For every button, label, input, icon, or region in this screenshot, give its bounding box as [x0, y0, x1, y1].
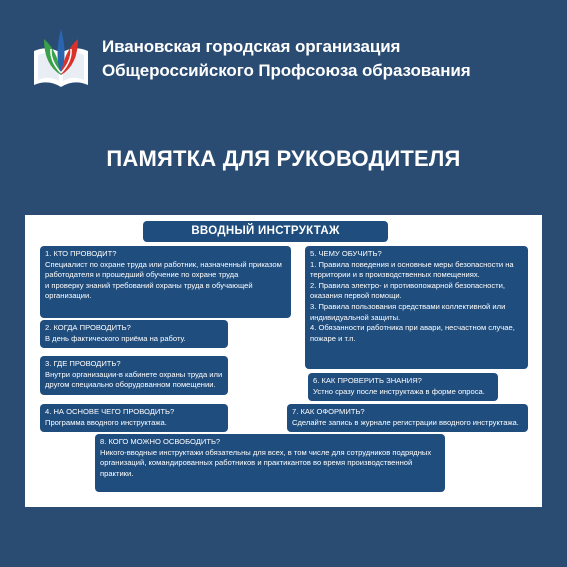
section-text: Устно сразу после инструктажа в форме опроса. [313, 386, 485, 396]
section-basis [40, 404, 228, 432]
section-text: В день фактического приёма на работу. [45, 333, 186, 343]
section-heading: 7. КАК ОФОРМИТЬ? [292, 407, 365, 416]
section-text: Сделайте запись в журнале регистрации вводного инструктажа. [292, 417, 519, 427]
panel-heading: ВВОДНЫЙ ИНСТРУКТАЖ [143, 221, 388, 242]
section-heading: 2. КОГДА ПРОВОДИТЬ? [45, 323, 131, 332]
section-heading: 8. КОГО МОЖНО ОСВОБОДИТЬ? [100, 437, 221, 446]
memo-title: ПАМЯТКА ДЛЯ РУКОВОДИТЕЛЯ [106, 146, 461, 171]
section-who-conducts [40, 246, 291, 318]
union-logo-icon [30, 25, 92, 91]
section-when [40, 320, 228, 348]
section-heading: 3. ГДЕ ПРОВОДИТЬ? [45, 359, 121, 368]
section-where [40, 356, 228, 395]
section-heading: 5. ЧЕМУ ОБУЧИТЬ? [310, 249, 382, 258]
section-heading: 1. КТО ПРОВОДИТ? [45, 249, 117, 258]
instruction-panel [25, 215, 542, 507]
section-heading: 6. КАК ПРОВЕРИТЬ ЗНАНИЯ? [313, 376, 422, 385]
section-what-to-teach [305, 246, 528, 369]
section-text: Программа вводного инструктажа. [45, 417, 167, 427]
section-text: Внутри организации-в кабинете охраны труда или другом специально оборудованном помещении. [45, 369, 223, 390]
section-text: Никого-вводные инструктажи обязательны для всех, в том числе для сотрудников подрядных организаций, командированных работников и практикантов во время производственной практики. [100, 447, 432, 478]
org-name-line-2: Общероссийского Профсоюза образования [102, 61, 471, 80]
org-name-line-1: Ивановская городская организация [102, 37, 401, 56]
section-heading: 4. НА ОСНОВЕ ЧЕГО ПРОВОДИТЬ? [45, 407, 175, 416]
section-text: 1. Правила поведения и основные меры безопасности на территории и в производственных помещениях. 2. Правила электро- и противопожарной безопасности, оказания первой помощи. 3. Правила пользования средствами коллективной или индивидуальной защиты. 4. Обязанности работника при авари, несчастном случае, пожаре и т.п. [310, 259, 515, 343]
section-check-knowledge [308, 373, 498, 401]
section-how-to-record [287, 404, 528, 432]
section-text: Специалист по охране труда или работник, назначенный приказом работодателя и прошедший обучение по охране труда и проверку знаний требований охраны труда в обучающей организации. [45, 259, 282, 301]
section-exemptions [95, 434, 445, 492]
